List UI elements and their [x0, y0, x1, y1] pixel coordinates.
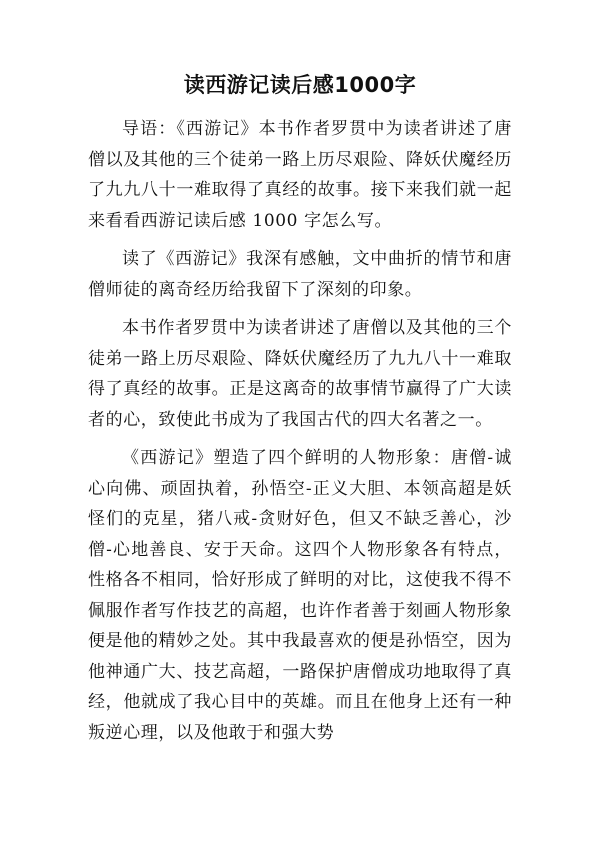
body-paragraph-1: 读了《西游记》我深有感触，文中曲折的情节和唐僧师徒的离奇经历给我留下了深刻的印象。 [88, 249, 512, 300]
document-page [88, 70, 512, 756]
body-paragraph-2: 本书作者罗贯中为读者讲述了唐僧以及其他的三个徒弟一路上历尽艰险、降妖伏魔经历了九九八十一难取得了真经的故事。正是这离奇的故事情节赢得了广大读者的心，致使此书成为了我国古代的四大名著之一。 [88, 318, 512, 430]
document-title: 读西游记读后感1000字 [183, 73, 417, 97]
body-paragraph-3: 《西游记》塑造了四个鲜明的人物形象：唐僧-诚心向佛、顽固执着，孙悟空-正义大胆、本领高超是妖怪们的克星，猪八戒-贪财好色，但又不缺乏善心，沙僧-心地善良、安于天命。这四个人物形象各有特点，性格各不相同，恰好形成了鲜明的对比，这使我不得不佩服作者写作技艺的高超，也许作者善于刻画人物形象便是他的精妙之处。其中我最喜欢的便是孙悟空，因为他神通广大、技艺高超，一路保护唐僧成功地取得了真经，他就成了我心目中的英雄。而且在他身上还有一种叛逆心理，以及他敢于和强大势 [88, 448, 512, 743]
intro-paragraph: 导语：《西游记》本书作者罗贯中为读者讲述了唐僧以及其他的三个徒弟一路上历尽艰险、降妖伏魔经历了九九八十一难取得了真经的故事。接下来我们就一起来看看西游记读后感 1000 字怎么写。 [88, 119, 512, 231]
